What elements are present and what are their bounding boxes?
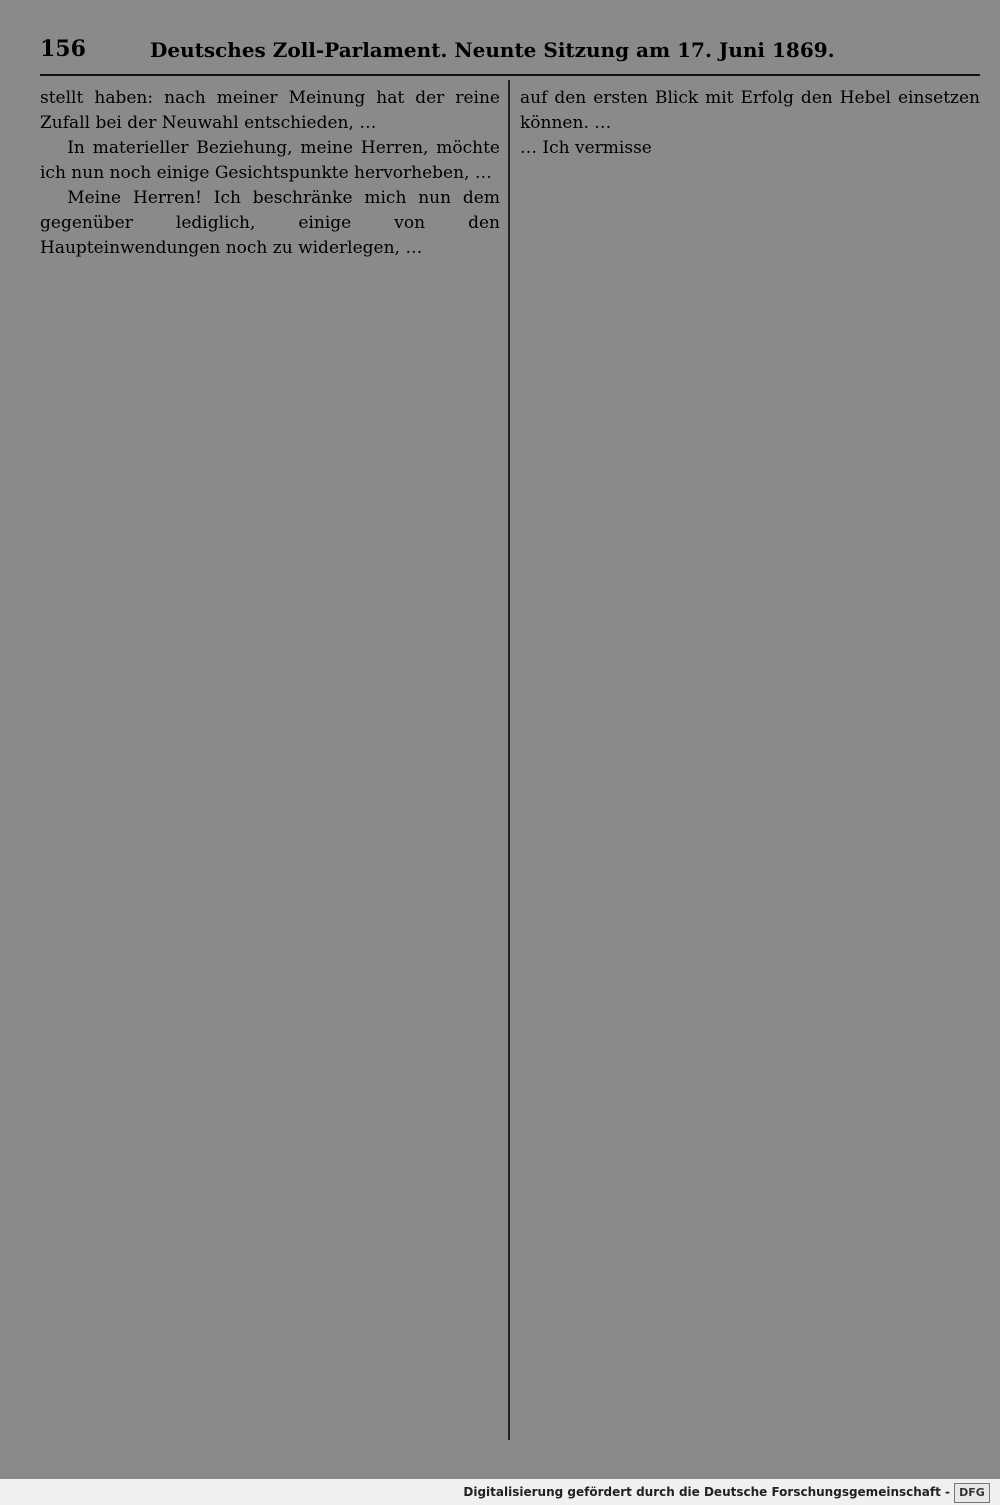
footer-credit: Digitalisierung gefördert durch die Deutsche Forschungsgemeinschaft -: [463, 1485, 950, 1499]
page-number: 156: [40, 36, 86, 62]
paragraph: … Ich vermisse: [520, 138, 652, 158]
running-title: Deutsches Zoll-Parlament. Neunte Sitzung am 17. Juni 1869.: [150, 38, 835, 62]
paragraph: Meine Herren! Ich beschränke mich nun dem gegenüber lediglich, einige von den Haupteinwendungen noch zu widerlegen, …: [40, 188, 500, 258]
footer-bar: [0, 1479, 1000, 1505]
dfg-logo: DFG: [954, 1483, 990, 1503]
right-column: [520, 86, 980, 1446]
paragraph: stellt haben: nach meiner Meinung hat der reine Zufall bei der Neuwahl entschieden, …: [40, 88, 500, 133]
paragraph: auf den ersten Blick mit Erfolg den Hebel einsetzen können. …: [520, 88, 980, 133]
left-column: [40, 86, 500, 1446]
header-rule: [40, 74, 980, 76]
paragraph: In materieller Beziehung, meine Herren, möchte ich nun noch einige Gesichtspunkte hervorheben, …: [40, 138, 500, 183]
column-divider: [508, 80, 510, 1440]
page-header: [40, 34, 980, 68]
